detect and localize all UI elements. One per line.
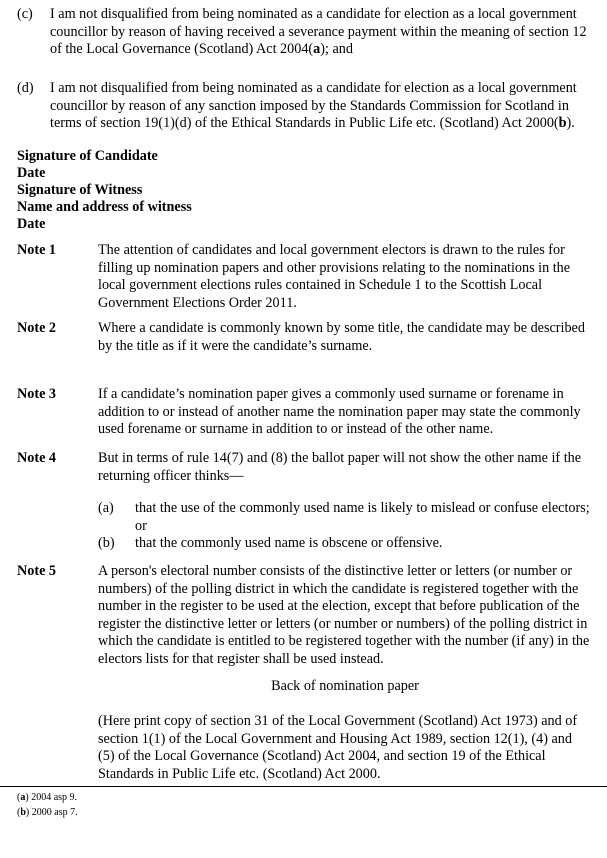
note-3 [17, 386, 592, 439]
declaration-d [17, 80, 592, 133]
note-text: The attention of candidates and local government electors is drawn to the rules for filling up nomination papers and other provisions relating to the nominations in the local government elections rules contained in Schedule 1 to the Scottish Local Government Elections Order 2011. [98, 242, 571, 311]
back-heading: Back of nomination paper [271, 678, 419, 694]
item-text: that the commonly used name is obscene or offensive. [135, 535, 443, 551]
note-4 [17, 450, 592, 485]
footnote-ref: b [558, 115, 567, 131]
note-label: Note 4 [17, 450, 57, 466]
note-text: Where a candidate is commonly known by some title, the candidate may be described by the title as if it were the candidate’s surname. [98, 320, 585, 354]
declaration-label: (c) [17, 6, 33, 22]
witness-name-address-label: Name and address of witness [17, 199, 192, 215]
declaration-text: I am not disqualified from being nominated as a candidate for election as a local government councillor by reason of having received a severance payment within the meaning of section 12 of the Local Governance (Scotland) Act 2004(a); and [50, 6, 587, 57]
signature-of-candidate-label: Signature of Candidate [17, 148, 158, 164]
declaration-c [17, 6, 592, 59]
note-label: Note 2 [17, 320, 57, 336]
signature-of-witness-label: Signature of Witness [17, 182, 143, 198]
footnote-ref: a [313, 41, 321, 57]
note-1 [17, 242, 592, 312]
item-text: that the use of the commonly used name is likely to mislead or confuse electors; or [135, 500, 590, 534]
note-label: Note 1 [17, 242, 57, 258]
item-label: (b) [98, 535, 115, 551]
note-4-item-b [98, 535, 592, 553]
date-label: Date [17, 165, 46, 181]
note-5 [17, 563, 592, 668]
note-2 [17, 320, 592, 355]
note-4-item-a [98, 500, 592, 535]
footnote-divider [0, 786, 607, 787]
signature-block [17, 148, 192, 233]
declaration-label: (d) [17, 80, 34, 96]
date-label: Date [17, 216, 46, 232]
back-text: (Here print copy of section 31 of the Local Government (Scotland) Act 1973) and of section 1(1) of the Local Government and Housing Act 1989, section 12(1), (4) and (5) of the Local Governance (Scotland) Act 2004, and section 19 of the Ethical Standards in Public Life etc. (Scotland) Act 2000. [98, 713, 578, 782]
note-text: But in terms of rule 14(7) and (8) the ballot paper will not show the other name if the returning officer thinks— [98, 450, 582, 484]
declaration-text: I am not disqualified from being nominated as a candidate for election as a local government councillor by reason of any sanction imposed by the Standards Commission for Scotland in terms of section 19(1)(d) of the Ethical Standards in Public Life etc. (Scotland) Act 2000(b). [50, 80, 577, 131]
footnote-a: (a) 2004 asp 9. [17, 792, 78, 803]
note-label: Note 5 [17, 563, 57, 579]
note-text: If a candidate’s nomination paper gives a commonly used surname or forename in addition to or instead of another name the nomination paper may state the commonly used forename or surname in addition to or instead of the other name. [98, 386, 581, 437]
note-text: A person's electoral number consists of the distinctive letter or letters (or number or numbers) of the polling district in which the candidate is registered together with the number in the register to be used at the election, except that before publication of the register the distinctive letter or letters (or number or numbers) of the polling district in which the candidate is entitled to be registered together with the number (if any) in the electors lists for that register shall be used instead. [98, 563, 590, 667]
note-label: Note 3 [17, 386, 57, 402]
item-label: (a) [98, 500, 114, 516]
footnote-b: (b) 2000 asp 7. [17, 807, 78, 818]
